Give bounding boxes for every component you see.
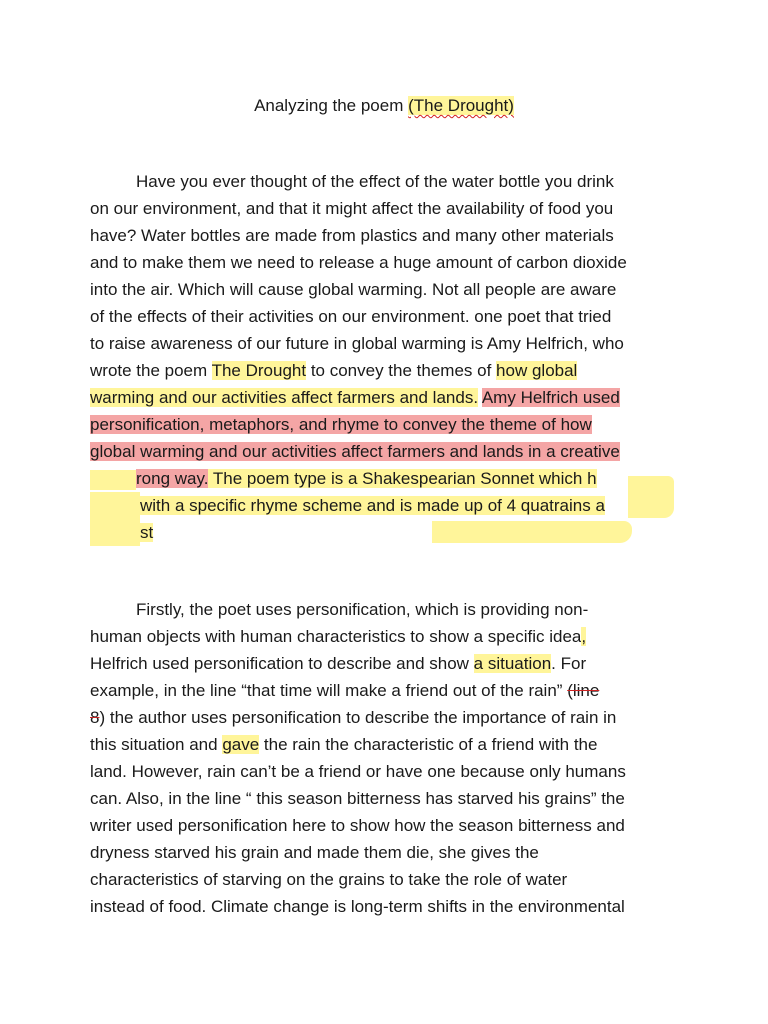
- text-line: can. Also, in the line “ this season bitterness has starved his grains” the: [90, 789, 625, 808]
- highlight-thesis: global warming and our activities affect farmers and lands in a creative: [90, 442, 620, 461]
- paragraph-intro: [90, 168, 680, 558]
- text-run: the rain the characteristic of a friend with the: [259, 735, 598, 754]
- page-title: [0, 95, 768, 117]
- text-line: [90, 731, 597, 758]
- strikethrough-text: (line: [567, 681, 600, 700]
- highlight-smear: [90, 492, 140, 519]
- highlight-smear: [90, 519, 140, 546]
- redaction-overlay: [160, 521, 432, 539]
- highlight-thesis: rong way.: [136, 469, 209, 488]
- text-line: dryness starved his grain and made them die, she gives the: [90, 843, 539, 862]
- highlight-theme: warming and our activities affect farmers and lands.: [90, 388, 479, 407]
- text-run: human objects with human characteristics to show a specific idea: [90, 627, 582, 646]
- text-line: characteristics of starving on the grains to take the role of water: [90, 870, 568, 889]
- text-run: Helfrich used personification to describe and show: [90, 654, 474, 673]
- text-run: ) the author uses personification to describe the importance of rain in: [99, 708, 617, 727]
- highlight-thesis: Amy Helfrich used: [481, 388, 620, 407]
- highlight-smear: [90, 470, 136, 490]
- text-line: have? Water bottles are made from plastics and many other materials: [90, 226, 614, 245]
- highlight-gave: gave: [222, 735, 260, 754]
- highlight-situation: a situation: [473, 654, 552, 673]
- highlight-thesis: personification, metaphors, and rhyme to convey the theme of how: [90, 415, 592, 434]
- text-line: [90, 677, 599, 704]
- text-run: example, in the line: [90, 681, 242, 700]
- paragraph-personification: [90, 596, 680, 926]
- highlight-poem-name: The Drought: [211, 361, 307, 380]
- highlight-sonnet: with a specific rhyme scheme and is made up of 4 quatrains a: [140, 496, 605, 515]
- highlight-sonnet: st: [140, 523, 154, 542]
- highlight-theme: how global: [496, 361, 578, 380]
- quote-text: “that time will make a friend out of the rain”: [241, 681, 563, 700]
- text-line: land. However, rain can’t be a friend or have one because only humans: [90, 762, 626, 781]
- text-line: [90, 411, 592, 438]
- text-line: into the air. Which will cause global warming. Not all people are aware: [90, 280, 617, 299]
- text-run: . For: [551, 654, 587, 673]
- text-run: this situation and: [90, 735, 223, 754]
- highlight-comma: ,: [581, 627, 587, 646]
- text-line: [90, 438, 620, 465]
- title-prefix: Analyzing the poem: [254, 96, 409, 115]
- text-line: [90, 623, 586, 650]
- text-line: instead of food. Climate change is long-term shifts in the environmental: [90, 897, 625, 916]
- text-line: [90, 650, 586, 677]
- text-line: to raise awareness of our future in global warming is Amy Helfrich, who: [90, 334, 624, 353]
- strikethrough-text: 8: [90, 708, 100, 727]
- text-line: [90, 384, 620, 411]
- text-run: wrote the poem: [90, 361, 212, 380]
- text-line: Have you ever thought of the effect of the water bottle you drink: [136, 172, 614, 191]
- text-line: on our environment, and that it might affect the availability of food you: [90, 199, 614, 218]
- text-line: [90, 492, 605, 519]
- text-line: of the effects of their activities on our environment. one poet that tried: [90, 307, 612, 326]
- text-line: writer used personification here to show how the season bitterness and: [90, 816, 625, 835]
- poem-title-highlight: (The Drought): [408, 96, 514, 115]
- text-line: [90, 704, 616, 731]
- text-line: [90, 519, 153, 546]
- text-line: and to make them we need to release a huge amount of carbon dioxide: [90, 253, 627, 272]
- text-line: [90, 357, 577, 384]
- highlight-smear: [432, 521, 632, 543]
- text-line: [90, 465, 597, 492]
- text-line: Firstly, the poet uses personification, which is providing non-: [136, 600, 589, 619]
- highlight-smear: [628, 476, 674, 518]
- text-run: to convey the themes of: [306, 361, 497, 380]
- highlight-sonnet: The poem type is a Shakespearian Sonnet which h: [208, 469, 597, 488]
